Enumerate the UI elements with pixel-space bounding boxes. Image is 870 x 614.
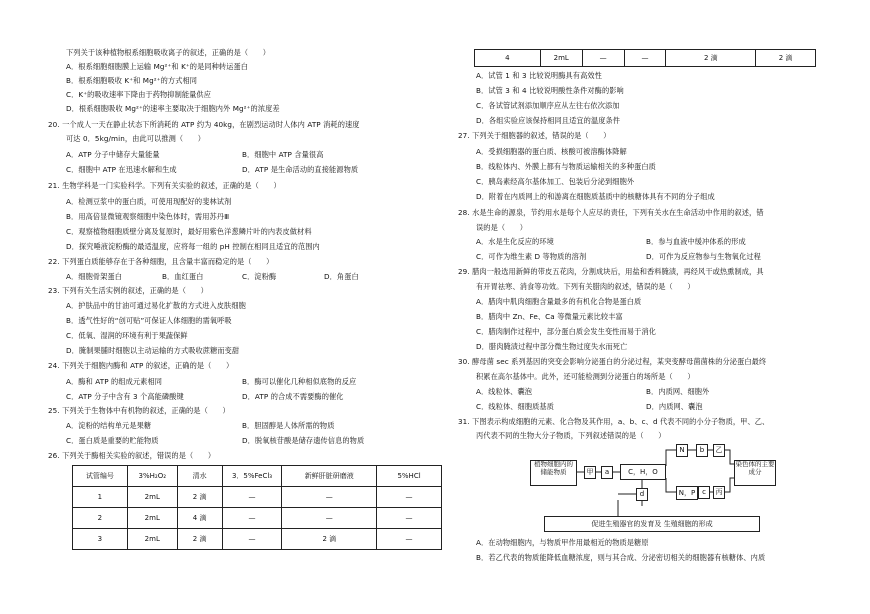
table-cell: 2mL xyxy=(127,508,177,529)
q31-option-a: A．在动物细胞内，与物质甲作用最相近的物质是糖原 xyxy=(476,538,649,547)
a-box: a xyxy=(601,466,613,479)
q28-option-a: A．水是生化反应的环境 xyxy=(476,237,554,246)
n-box: N xyxy=(676,444,688,457)
q25-option-b: B．胆固醇是人体所需的物质 xyxy=(242,421,335,430)
q27-option-c: C．胰岛素经高尔基体加工、包装后分泌到细胞外 xyxy=(476,177,635,186)
q29-option-c: C．腊肉制作过程中，部分蛋白质会发生变性而易于消化 xyxy=(476,327,657,336)
q23-option-a: A．护肤品中的甘油可通过易化扩散的方式进入皮肤细胞 xyxy=(66,301,246,310)
chromosome-box: 染色体的主要成分 xyxy=(734,460,776,486)
q21-option-b: B．用高倍显微镜观察细胞中染色体时，需用苏丹Ⅲ xyxy=(66,212,230,221)
q26-table-continued xyxy=(474,49,816,67)
q24-stem: 24. 下列关于细胞内酶和 ATP 的叙述，正确的是（ ） xyxy=(48,361,234,370)
q25-option-c: C．蛋白质是重要的贮能物质 xyxy=(66,436,159,445)
table-cell: — xyxy=(282,487,377,508)
q24-option-a: A．酶和 ATP 的组成元素相同 xyxy=(66,377,163,386)
q31-option-b: B．若乙代表的物质能降低血糖浓度，则与其合成、分泌密切相关的细胞器有核糖体、内质 xyxy=(476,553,766,562)
plant-storage-box: 植物细胞内的储能物质 xyxy=(530,460,577,486)
table-cell: 2 滴 xyxy=(177,529,222,550)
d-box: d xyxy=(636,488,648,501)
q30-option-d: D．内质网、囊泡 xyxy=(646,402,703,411)
table-header-cell: 3%H₂O₂ xyxy=(127,466,177,487)
q24-option-d: D．ATP 的合成不需要酶的催化 xyxy=(242,392,344,401)
table-cell: 2mL xyxy=(127,487,177,508)
q22-option-a: A．细胞骨架蛋白 xyxy=(66,272,123,281)
q25-option-d: D．脱氧核苷酸是储存遗传信息的物质 xyxy=(242,436,365,445)
q29-stem: 29. 腊肉一般选用新鲜的带皮五花肉，分割成块后，用盐和香料腌渍，再经风干或热熏制成，具 xyxy=(458,267,764,276)
q28-option-b: B．参与血液中缓冲体系的形成 xyxy=(646,237,746,246)
q29-option-a: A．腊肉中肌肉细胞含量最多的有机化合物是蛋白质 xyxy=(476,297,642,306)
q19-option-b: B．根系细胞吸收 K⁺和 Mg²⁺的方式相同 xyxy=(66,76,198,85)
q23-option-c: C．低氧、湿润的环境有利于果蔬保鲜 xyxy=(66,331,188,340)
table-row xyxy=(475,50,816,67)
table-row xyxy=(73,508,442,529)
q21-option-d: D．探究唾液淀粉酶的最适温度，应将每一组的 pH 控制在相同且适宜的范围内 xyxy=(66,242,320,251)
q22-option-c: C．淀粉酶 xyxy=(242,272,277,281)
table-cell: 2mL xyxy=(540,50,582,67)
table-header-cell: 新鲜肝脏研磨液 xyxy=(282,466,377,487)
q19-stem: 下列关于该种植物根系细胞吸收离子的叙述，正确的是（ ） xyxy=(66,48,271,57)
q20-stem: 20. 一个成人一天在静止状态下所消耗的 ATP 约为 40kg，在剧烈运动时人体内 ATP 消耗的速度 xyxy=(48,120,360,129)
table-cell: 3 xyxy=(73,529,128,550)
table-header-cell: 3．5%FeCl₃ xyxy=(222,466,282,487)
q29-option-b: B．腊肉中 Zn、Fe、Ca 等微量元素比较丰富 xyxy=(476,312,623,321)
table-cell: 1 xyxy=(73,487,128,508)
q19-option-d: D．根系细胞吸收 Mg²⁺的速率主要取决于细胞内外 Mg²⁺的浓度差 xyxy=(66,104,280,113)
q27-option-a: A．受损细胞器的蛋白质、核酸可被溶酶体降解 xyxy=(476,147,627,156)
table-header-cell: 5%HCl xyxy=(377,466,442,487)
table-cell: — xyxy=(222,487,282,508)
table-header-row xyxy=(73,466,442,487)
q26-table xyxy=(72,465,442,550)
table-cell: — xyxy=(377,529,442,550)
q21-option-c: C．观察植物细胞质壁分离及复原时，最好用紫色洋葱鳞片叶的内表皮做材料 xyxy=(66,227,312,236)
table-header-cell: 清水 xyxy=(177,466,222,487)
q22-option-b: B．血红蛋白 xyxy=(162,272,204,281)
q23-stem: 23. 下列有关生活实例的叙述，正确的是（ ） xyxy=(48,286,208,295)
q20-option-a: A．ATP 分子中储存大量能量 xyxy=(66,150,160,159)
table-cell: 2 滴 xyxy=(756,50,816,67)
table-cell: 4 xyxy=(475,50,541,67)
q26-option-b: B．试管 3 和 4 比较说明酸性条件对酶的影响 xyxy=(476,86,624,95)
table-cell: — xyxy=(624,50,666,67)
q24-option-c: C．ATP 分子中含有 3 个高能磷酸键 xyxy=(66,392,184,401)
right-column xyxy=(458,0,830,614)
q25-stem: 25. 下列关于生物体中有机物的叙述，正确的是（ ） xyxy=(48,406,230,415)
q28-stem: 28. 水是生命的源泉，节约用水是每个人应尽的责任，下列有关水在生命活动中作用的叙述，错 xyxy=(458,208,764,217)
q29-option-d: D．腊肉腌渍过程中部分微生物过度失水而死亡 xyxy=(476,342,628,351)
jia-box: 甲 xyxy=(584,466,596,479)
table-cell: — xyxy=(582,50,624,67)
table-header-cell: 试管编号 xyxy=(73,466,128,487)
table-cell: — xyxy=(222,529,282,550)
table-row xyxy=(73,487,442,508)
q19-option-a: A．根系细胞细胞膜上运输 Mg²⁺和 K⁺的是同种转运蛋白 xyxy=(66,62,249,71)
q20-option-d: D．ATP 是生命活动的直接能源物质 xyxy=(242,165,359,174)
q29-stem-cont: 有开胃祛寒、消食等功效。下列有关腊肉的叙述，错误的是（ ） xyxy=(476,282,695,291)
q21-stem: 21. 生物学科是一门实验科学。下列有关实验的叙述，正确的是（ ） xyxy=(48,181,281,190)
table-row xyxy=(73,529,442,550)
table-cell: 2 滴 xyxy=(282,529,377,550)
table-cell: — xyxy=(282,508,377,529)
table-cell: — xyxy=(222,508,282,529)
q28-option-c: C．可作为维生素 D 等物质的溶剂 xyxy=(476,252,587,261)
q24-option-b: B．酶可以催化几种相似底物的反应 xyxy=(242,377,357,386)
q30-option-b: B．内质网、细胞外 xyxy=(646,387,710,396)
q25-option-a: A．淀粉的结构单元是果糖 xyxy=(66,421,152,430)
reproduction-box: 促进生殖器官的发育及 生殖细胞的形成 xyxy=(544,516,760,532)
q20-option-c: C．细胞中 ATP 在迅速水解和生成 xyxy=(66,165,177,174)
q31-stem: 31. 下图表示构成细胞的元素、化合物及其作用，a、b、c、d 代表不同的小分子物质，甲、乙、 xyxy=(458,417,770,426)
bing-box: 丙 xyxy=(713,486,725,499)
q22-stem: 22. 下列蛋白质能够存在于各种细胞，且含量丰富而稳定的是（ ） xyxy=(48,257,274,266)
q23-option-b: B．透气性好的“创可贴”可保证人体细胞的需氧呼吸 xyxy=(66,316,232,325)
left-column xyxy=(48,0,452,614)
table-cell: 4 滴 xyxy=(177,508,222,529)
b-box: b xyxy=(696,444,708,457)
cho-box: C，H，O xyxy=(620,464,666,480)
q26-option-a: A．试管 1 和 3 比较说明酶具有高效性 xyxy=(476,71,602,80)
table-cell: 2 滴 xyxy=(666,50,756,67)
element-compound-diagram xyxy=(530,442,775,534)
q30-stem-cont: 积累在高尔基体中。此外，还可能检测到分泌蛋白的场所是（ ） xyxy=(476,372,695,381)
q26-stem: 26. 下列关于酶相关实验的叙述，错误的是（ ） xyxy=(48,451,216,460)
q31-stem-cont: 丙代表不同的生物大分子物质，下列叙述错误的是（ ） xyxy=(476,431,666,440)
q30-stem: 30. 酵母菌 sec 系列基因的突变会影响分泌蛋白的分泌过程，某突变酵母菌菌株的分泌蛋白最终 xyxy=(458,357,767,366)
q19-option-c: C．K⁺的吸收速率下降由于药物抑制能量供应 xyxy=(66,90,212,99)
c-box: c xyxy=(698,486,710,499)
q28-stem-cont: 误的是（ ） xyxy=(476,223,528,232)
q27-option-b: B．线粒体内、外膜上都有与物质运输相关的多种蛋白质 xyxy=(476,162,656,171)
q30-option-c: C．线粒体、细胞质基质 xyxy=(476,402,554,411)
table-cell: — xyxy=(377,508,442,529)
table-cell: 2mL xyxy=(127,529,177,550)
q26-option-d: D．各组实验应该保持相同且适宜的温度条件 xyxy=(476,116,621,125)
table-cell: 2 滴 xyxy=(177,487,222,508)
q27-stem: 27. 下列关于细胞器的叙述，错误的是（ ） xyxy=(458,131,611,140)
table-cell: 2 xyxy=(73,508,128,529)
table-cell: — xyxy=(377,487,442,508)
q30-option-a: A．线粒体、囊泡 xyxy=(476,387,533,396)
q20-option-b: B．细胞中 ATP 含量很高 xyxy=(242,150,324,159)
q20-stem-cont: 可达 0．5kg/min，由此可以推测（ ） xyxy=(66,134,206,143)
q26-option-c: C．各试管试剂添加顺序应从左往右依次添加 xyxy=(476,101,620,110)
yi-box: 乙 xyxy=(713,444,725,457)
q21-option-a: A．检测豆浆中的蛋白质，可使用现配好的斐林试剂 xyxy=(66,197,232,206)
np-box: N，P xyxy=(676,486,698,500)
q28-option-d: D．可作为反应物参与生物氧化过程 xyxy=(646,252,761,261)
q27-option-d: D．附着在内质网上的和游离在细胞质基质中的核糖体具有不同的分子组成 xyxy=(476,192,715,201)
q23-option-d: D．腌制果脯时细胞以主动运输的方式吸收蔗糖而变甜 xyxy=(66,346,240,355)
q22-option-d: D．角蛋白 xyxy=(324,272,359,281)
